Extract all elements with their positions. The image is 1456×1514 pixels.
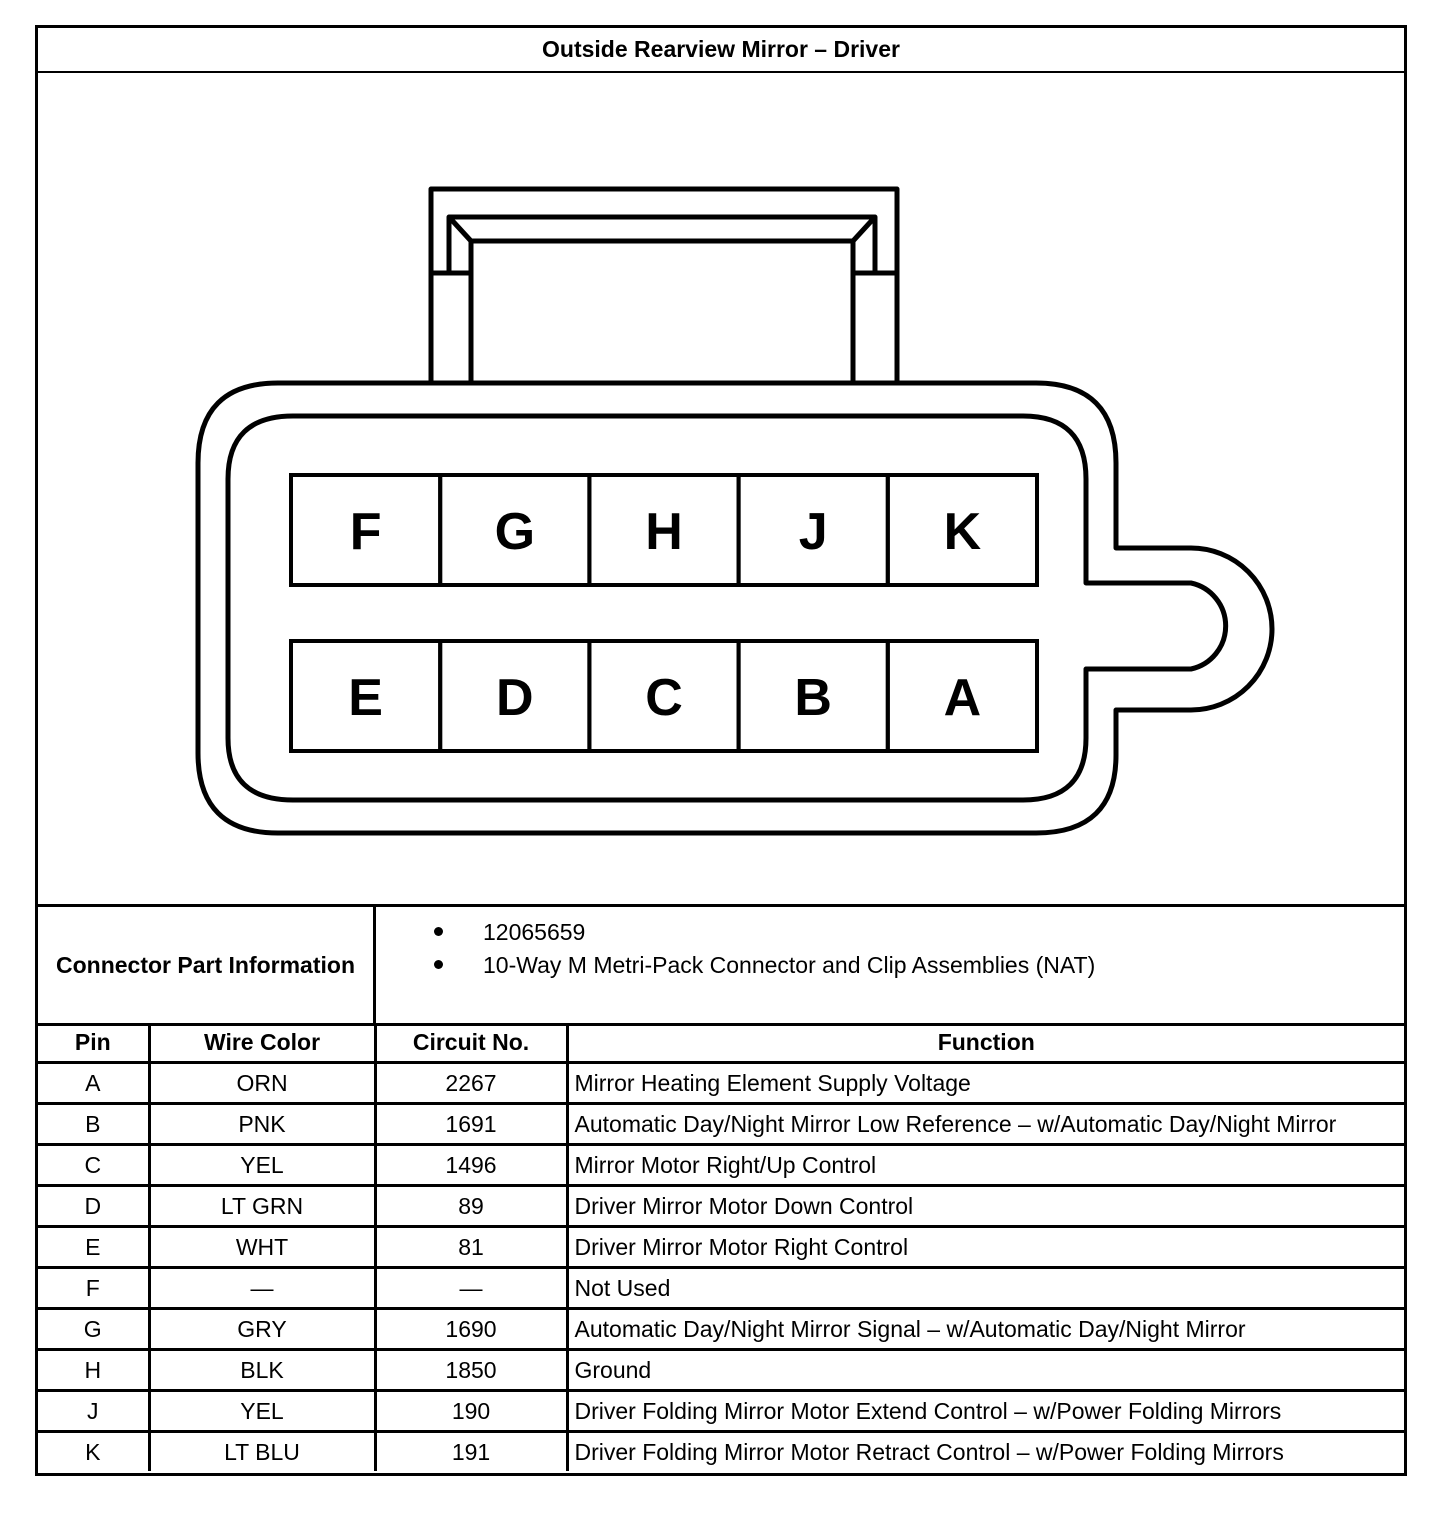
wire-color-cell: LT BLU: [149, 1432, 375, 1472]
function-cell: Not Used: [567, 1268, 1404, 1309]
function-cell: Ground: [567, 1350, 1404, 1391]
pin-cell: K: [38, 1432, 149, 1472]
wire-color-cell: LT GRN: [149, 1186, 375, 1227]
wire-color-cell: —: [149, 1268, 375, 1309]
circuit-cell: 89: [375, 1186, 567, 1227]
pin-cell: D: [38, 1186, 149, 1227]
pin-label: E: [348, 669, 383, 727]
connector-drawing: [3, 3, 1456, 903]
wire-color-cell: PNK: [149, 1104, 375, 1145]
wire-color-cell: ORN: [149, 1063, 375, 1104]
pin-cell: H: [38, 1350, 149, 1391]
function-cell: Driver Folding Mirror Motor Retract Control – w/Power Folding Mirrors: [574, 1438, 1284, 1465]
pin-label: D: [496, 669, 534, 727]
table-header-row: [38, 1023, 1404, 1063]
pin-cell: E: [38, 1227, 149, 1268]
wire-color-cell: WHT: [149, 1227, 375, 1268]
pin-cell: F: [38, 1268, 149, 1309]
header-circuit-no: Circuit No.: [375, 1023, 567, 1063]
page-title: Outside Rearview Mirror – Driver: [38, 28, 1404, 73]
part-info-label: Connector Part Information: [38, 907, 376, 1023]
connector-sheet: [35, 25, 1407, 1476]
function-cell: Driver Folding Mirror Motor Extend Control – w/Power Folding Mirrors: [567, 1391, 1404, 1432]
pin-label: K: [943, 503, 982, 561]
pin-cell: C: [38, 1145, 149, 1186]
circuit-cell: 2267: [375, 1063, 567, 1104]
function-cell: Driver Mirror Motor Right Control: [567, 1227, 1404, 1268]
connector-part-info: [38, 907, 1404, 1026]
pinout-table: [38, 1023, 1404, 1471]
function-cell: Driver Mirror Motor Down Control: [567, 1186, 1404, 1227]
latch-window: [471, 241, 853, 381]
wire-color-cell: YEL: [149, 1391, 375, 1432]
function-cell: Mirror Motor Right/Up Control: [567, 1145, 1404, 1186]
table-row: [38, 1309, 1404, 1350]
pin-label: A: [943, 669, 982, 727]
pin-cell: J: [38, 1391, 149, 1432]
header-pin: Pin: [38, 1023, 149, 1063]
pin-cell: G: [38, 1309, 149, 1350]
circuit-cell: —: [375, 1268, 567, 1309]
pin-label: G: [494, 503, 536, 561]
part-info-list: 12065659 10-Way M Metri-Pack Connector and Clip Assemblies (NAT): [376, 907, 1404, 1023]
bullet-icon: [434, 960, 443, 969]
header-wire-color: Wire Color: [149, 1023, 375, 1063]
pin-cell: A: [38, 1063, 149, 1104]
pin-label: J: [798, 503, 828, 561]
pin-label: H: [645, 503, 683, 561]
latch-corner-right: [853, 217, 875, 241]
pin-cell: B: [38, 1104, 149, 1145]
wire-color-cell: GRY: [149, 1309, 375, 1350]
circuit-cell: 1691: [375, 1104, 567, 1145]
wire-color-cell: YEL: [149, 1145, 375, 1186]
table-row: [38, 1186, 1404, 1227]
circuit-cell: 81: [375, 1227, 567, 1268]
circuit-cell: 1850: [375, 1350, 567, 1391]
latch-corner-left: [449, 217, 471, 241]
bullet-icon: [434, 927, 443, 936]
latch-inner: [449, 217, 875, 273]
table-row: [38, 1145, 1404, 1186]
function-cell: Mirror Heating Element Supply Voltage: [567, 1063, 1404, 1104]
pin-label: B: [794, 669, 832, 727]
table-row: [38, 1350, 1404, 1391]
connector-diagram: [38, 73, 1404, 907]
table-row: [38, 1227, 1404, 1268]
circuit-cell: 191: [375, 1432, 567, 1472]
table-row: [38, 1432, 1404, 1472]
table-row: [38, 1391, 1404, 1432]
circuit-cell: 190: [375, 1391, 567, 1432]
table-row: [38, 1104, 1404, 1145]
table-row: [38, 1268, 1404, 1309]
circuit-cell: 1690: [375, 1309, 567, 1350]
table-row: [38, 1063, 1404, 1104]
housing-outer: [198, 383, 1272, 833]
pin-label: F: [349, 503, 382, 561]
function-cell: Automatic Day/Night Mirror Low Reference – w/Automatic Day/Night Mirror: [567, 1104, 1404, 1145]
circuit-cell: 1496: [375, 1145, 567, 1186]
wire-color-cell: BLK: [149, 1350, 375, 1391]
header-function: Function: [567, 1023, 1404, 1063]
pin-label: C: [645, 669, 683, 727]
function-cell: Automatic Day/Night Mirror Signal – w/Automatic Day/Night Mirror: [567, 1309, 1404, 1350]
